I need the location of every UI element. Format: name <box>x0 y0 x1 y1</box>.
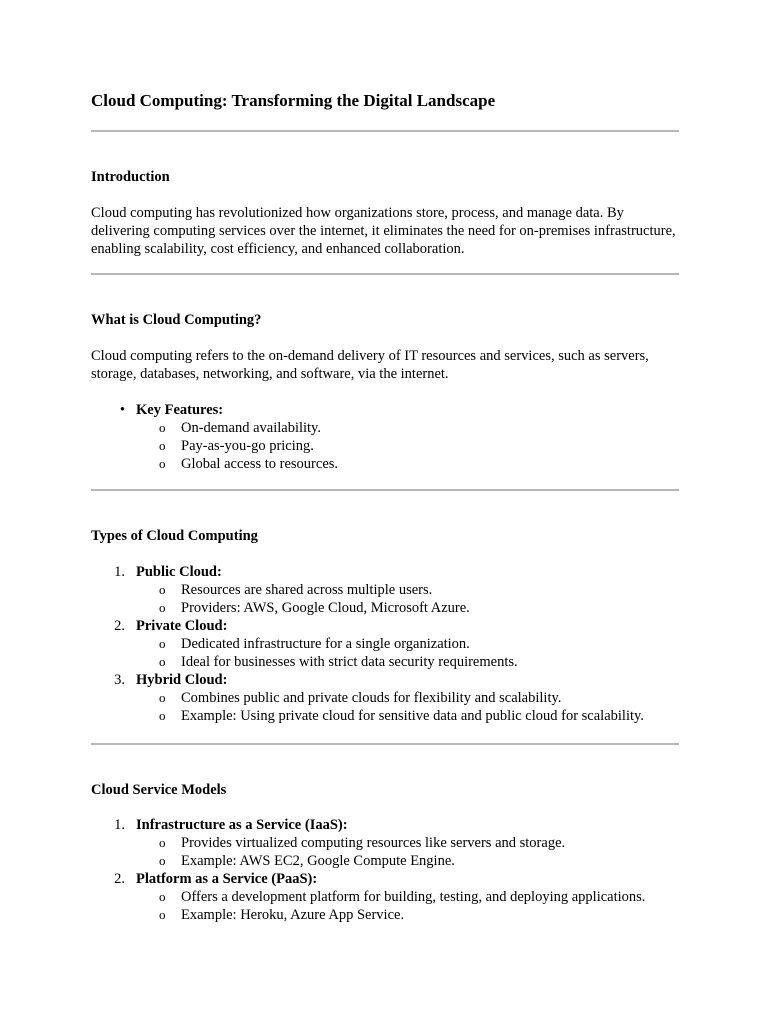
paragraph-line: storage, databases, networking, and software, via the internet. <box>91 366 449 382</box>
divider <box>91 489 679 491</box>
sub-list <box>136 419 724 473</box>
document-title: Cloud Computing: Transforming the Digital Landscape <box>91 91 496 110</box>
divider <box>91 130 679 132</box>
sub-list-item: o Example: AWS EC2, Google Compute Engine. <box>159 853 455 869</box>
list-item: 2. Platform as a Service (PaaS): o Offers a development platform for building, testing, and deploying applications. o Example: Heroku, Azure App Service. <box>91 870 679 924</box>
sub-list <box>136 888 724 924</box>
paragraph-line: Cloud computing has revolutionized how organizations store, process, and manage data. By <box>91 205 624 221</box>
sub-list-item: o Provides virtualized computing resources like servers and storage. <box>159 835 566 851</box>
divider <box>91 273 679 275</box>
sub-list-item: o Offers a development platform for building, testing, and deploying applications. <box>159 889 646 905</box>
sub-list-item: o Providers: AWS, Google Cloud, Microsoft Azure. <box>159 600 470 616</box>
list-item-label: Private Cloud: <box>136 618 228 634</box>
key-features-list <box>91 401 679 473</box>
sub-list-item: o Resources are shared across multiple users. <box>159 582 433 598</box>
paragraph-line: delivering computing services over the internet, it eliminates the need for on-premises <box>91 223 591 239</box>
divider <box>91 743 679 745</box>
sub-list-item: o Ideal for businesses with strict data security requirements. <box>159 654 518 670</box>
introduction-paragraph <box>91 204 679 258</box>
list-item: 1. Infrastructure as a Service (IaaS): o Provides virtualized computing resources like servers and storage. o Example: AWS EC2, Google Compute Engine. <box>91 816 679 870</box>
list-item-label: Platform as a Service (PaaS): <box>136 871 318 887</box>
cloud-types-list <box>91 563 679 725</box>
bullet-marker: • <box>119 402 125 418</box>
sub-list-item: o Dedicated infrastructure for a single organization. <box>159 636 470 652</box>
sub-list-item: o Global access to resources. <box>159 456 339 472</box>
sub-list <box>136 689 724 725</box>
list-item-label: Key Features: <box>136 402 224 418</box>
section-heading-service-models: Cloud Service Models <box>91 782 227 798</box>
service-models-list <box>91 816 679 924</box>
list-item: 2. Private Cloud: o Dedicated infrastructure for a single organization. o Ideal for businesses with strict data security requirements. <box>91 617 679 671</box>
section-heading-what-is-cloud: What is Cloud Computing? <box>91 312 262 328</box>
list-item: 1. Public Cloud: o Resources are shared across multiple users. o Providers: AWS, Google Cloud, Microsoft Azure. <box>91 563 679 617</box>
sub-list <box>136 834 724 870</box>
sub-list <box>136 581 724 617</box>
sub-list <box>136 635 724 671</box>
section-heading-types: Types of Cloud Computing <box>91 528 258 544</box>
paragraph-line: Cloud computing refers to the on-demand delivery of IT resources and services, such as servers, <box>91 348 649 364</box>
list-item-label: Infrastructure as a Service (IaaS): <box>136 817 348 833</box>
paragraph-line: infrastructure, enabling scalability, cost efficiency, and enhanced collaboration. <box>91 223 676 257</box>
sub-list-item: o Example: Heroku, Azure App Service. <box>159 907 405 923</box>
sub-list-item: o Example: Using private cloud for sensitive data and public cloud for scalability. <box>159 708 644 724</box>
what-is-paragraph <box>91 347 679 383</box>
section-heading-introduction: Introduction <box>91 169 170 185</box>
list-item-label: Public Cloud: <box>136 564 222 580</box>
sub-list-item: o On-demand availability. <box>159 420 321 436</box>
sub-list-item: o Pay-as-you-go pricing. <box>159 438 314 454</box>
list-item <box>91 401 679 473</box>
sub-list-item: o Combines public and private clouds for flexibility and scalability. <box>159 690 562 706</box>
list-item-label: Hybrid Cloud: <box>136 672 228 688</box>
list-item: 3. Hybrid Cloud: o Combines public and private clouds for flexibility and scalability. o Example: Using private cloud for sensitive data and public cloud for scalability. <box>91 671 679 725</box>
